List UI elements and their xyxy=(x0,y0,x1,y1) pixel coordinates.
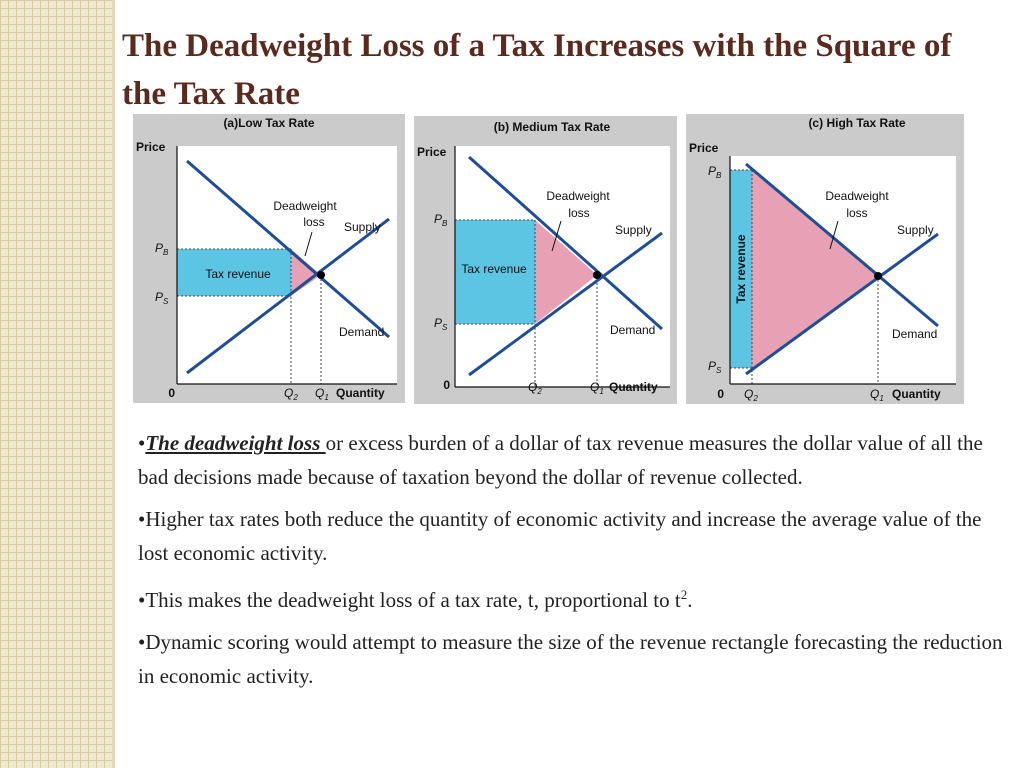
deadweight-loss-label-line2: loss xyxy=(846,206,868,220)
panel-title: (c) High Tax Rate xyxy=(808,116,906,130)
supply-label: Supply xyxy=(344,220,381,234)
panel-low-tax-rate-graph xyxy=(133,114,405,403)
origin-label: 0 xyxy=(443,378,450,392)
decorative-side-strip-edge xyxy=(112,0,115,768)
demand-label: Demand xyxy=(610,323,656,337)
q1-label: $Q_1$ xyxy=(590,380,604,396)
q1-label: $Q_1$ xyxy=(870,387,884,403)
bullet-deadweight-loss-definition xyxy=(138,426,1004,494)
demand-label: Demand xyxy=(892,327,938,341)
slide-title: The Deadweight Loss of a Tax Increases with the Square of the Tax Rate xyxy=(122,28,952,112)
deadweight-loss-label-line1: Deadweight xyxy=(825,189,889,203)
origin-label: 0 xyxy=(168,386,175,400)
bullet-proportional xyxy=(138,578,1004,617)
bullet-text: or excess burden of a dollar of tax revenue measures the dollar value of all the bad decisions made because of taxation beyond the dollar of revenue collected. xyxy=(138,431,983,489)
bullet-marker: • xyxy=(138,431,146,455)
decorative-side-strip xyxy=(0,0,112,768)
demand-label: Demand xyxy=(339,325,385,339)
equilibrium-point xyxy=(593,271,601,279)
tax-revenue-label: Tax revenue xyxy=(205,267,271,281)
price-axis-label: Price xyxy=(689,141,719,155)
exponent: 2 xyxy=(680,587,688,602)
bullet-list xyxy=(138,426,1004,693)
panel-title: (a)Low Tax Rate xyxy=(223,116,315,130)
pb-label: $P_B$ xyxy=(434,212,448,228)
tax-revenue-label: Tax revenue xyxy=(734,234,748,304)
q2-label: $Q_2$ xyxy=(284,386,298,402)
panel-title: (b) Medium Tax Rate xyxy=(493,120,611,134)
q1-label: $Q_1$ xyxy=(315,386,329,402)
deadweight-loss-label-line2: loss xyxy=(568,206,590,220)
ps-label: $P_S$ xyxy=(155,290,169,306)
bullet-period: . xyxy=(687,588,693,612)
bullet-higher-tax-rates: •Higher tax rates both reduce the quantity of economic activity and increase the average value of the lost economic activity. xyxy=(138,507,982,565)
panel-low-tax-rate xyxy=(133,114,405,403)
bullet-dynamic-scoring: •Dynamic scoring would attempt to measure the size of the revenue rectangle forecasting the reduction in economic activity. xyxy=(138,630,1003,688)
deadweight-loss-label-line1: Deadweight xyxy=(546,189,610,203)
q2-label: $Q_2$ xyxy=(528,380,542,396)
panel-medium-tax-rate-graph xyxy=(414,116,677,404)
supply-label: Supply xyxy=(615,223,652,237)
pb-label: $P_B$ xyxy=(155,241,169,257)
ps-label: $P_S$ xyxy=(708,359,722,375)
q2-label: $Q_2$ xyxy=(744,387,758,403)
deadweight-loss-label-line2: loss xyxy=(303,215,325,229)
price-axis-label: Price xyxy=(136,140,166,154)
pb-label: $P_B$ xyxy=(708,164,722,180)
equilibrium-point xyxy=(317,271,325,279)
equilibrium-point xyxy=(874,272,882,280)
quantity-axis-label: Quantity xyxy=(609,380,658,394)
panel-high-tax-rate-graph xyxy=(686,114,964,404)
ps-label: $P_S$ xyxy=(434,316,448,332)
tax-revenue-label: Tax revenue xyxy=(461,262,527,276)
deadweight-loss-term: The deadweight loss xyxy=(145,431,326,455)
quantity-axis-label: Quantity xyxy=(892,387,941,401)
origin-label: 0 xyxy=(717,387,724,401)
panel-medium-tax-rate xyxy=(414,116,677,404)
panel-high-tax-rate xyxy=(686,114,964,404)
quantity-axis-label: Quantity xyxy=(336,386,385,400)
price-axis-label: Price xyxy=(417,145,447,159)
bullet-text: •This makes the deadweight loss of a tax rate, t, proportional to t xyxy=(138,588,681,612)
deadweight-loss-label-line1: Deadweight xyxy=(273,199,337,213)
supply-label: Supply xyxy=(897,223,934,237)
